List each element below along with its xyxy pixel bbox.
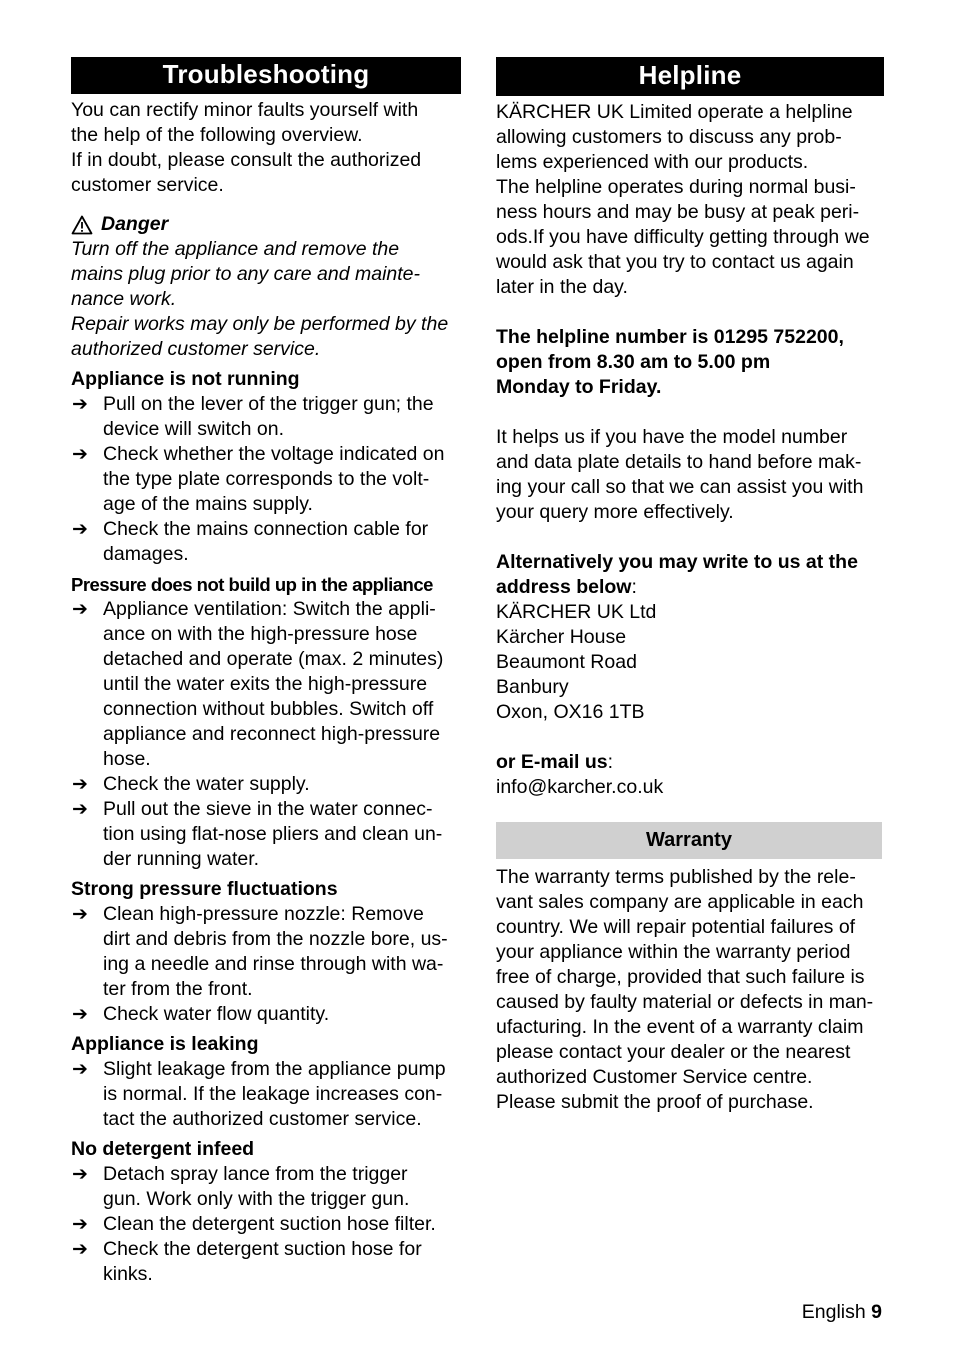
danger-notice [71, 212, 461, 362]
list-item [71, 517, 461, 567]
item-line: is normal. If the leakage increases con- [103, 1083, 443, 1105]
item-line: Pull on the lever of the trigger gun; the [103, 393, 434, 415]
section-list [71, 1057, 461, 1132]
intro-line: You can rectify minor faults yourself with [71, 99, 419, 121]
arrow-right-icon: ➔ [72, 774, 88, 795]
item-line: Slight leakage from the appliance pump [103, 1058, 446, 1080]
warranty-line: vant sales company are applicable in each [496, 891, 864, 913]
item-line: Appliance ventilation: Switch the appli- [103, 598, 436, 620]
section-heading: Appliance is not running [71, 368, 300, 390]
colon: : [631, 576, 637, 598]
arrow-right-icon: ➔ [72, 599, 88, 620]
warranty-line: your appliance within the warranty period [496, 941, 851, 963]
list-item [71, 1212, 461, 1237]
item-line: the type plate corresponds to the volt- [103, 468, 430, 490]
danger-line: Repair works may only be performed by the [71, 313, 449, 335]
section-list [71, 902, 461, 1027]
model-note-line: and data plate details to hand before mak- [496, 451, 862, 473]
arrow-right-icon: ➔ [72, 394, 88, 415]
list-item [71, 1002, 461, 1027]
arrow-right-icon: ➔ [72, 799, 88, 820]
helpline-number-block [496, 325, 884, 400]
troubleshooting-intro [71, 98, 461, 198]
item-line: hose. [103, 748, 151, 770]
item-line: kinks. [103, 1263, 153, 1285]
list-item [71, 1162, 461, 1212]
helpline-number-line: open from 8.30 am to 5.00 pm [496, 351, 771, 373]
item-line: Check the detergent suction hose for [103, 1238, 422, 1260]
intro-line: customer service. [71, 174, 224, 196]
item-line: Check water flow quantity. [103, 1003, 330, 1025]
item-line: Check the mains connection cable for [103, 518, 429, 540]
item-line: Check the water supply. [103, 773, 310, 795]
write-heading-2: address below [496, 576, 632, 598]
item-line: dirt and debris from the nozzle bore, us- [103, 928, 448, 950]
postal-address-block [496, 550, 884, 725]
item-line: Check whether the voltage indicated on [103, 443, 445, 465]
item-line: damages. [103, 543, 189, 565]
arrow-right-icon: ➔ [72, 1164, 88, 1185]
helpline-line: allowing customers to discuss any prob- [496, 126, 842, 148]
warranty-title: Warranty [496, 822, 882, 859]
model-note-line: It helps us if you have the model number [496, 426, 848, 448]
address-line: Kärcher House [496, 626, 627, 648]
colon: : [607, 751, 614, 773]
helpline-line: later in the day. [496, 276, 628, 298]
list-item [71, 797, 461, 872]
danger-line: mains plug prior to any care and mainte- [71, 263, 421, 285]
helpline-line: The helpline operates during normal busi- [496, 176, 856, 198]
item-line: device will switch on. [103, 418, 284, 440]
helpline-line: ness hours and may be busy at peak peri- [496, 201, 860, 223]
helpline-intro [496, 100, 884, 300]
warranty-line: country. We will repair potential failures of [496, 916, 856, 938]
item-line: gun. Work only with the trigger gun. [103, 1188, 410, 1210]
item-line: Detach spray lance from the trigger [103, 1163, 408, 1185]
warning-triangle-icon [71, 215, 93, 235]
address-line: KÄRCHER UK Ltd [496, 601, 657, 623]
email-block [496, 750, 884, 800]
item-line: ance on with the high-pressure hose [103, 623, 418, 645]
arrow-right-icon: ➔ [72, 1004, 88, 1025]
arrow-right-icon: ➔ [72, 1214, 88, 1235]
item-line: age of the mains supply. [103, 493, 313, 515]
helpline-column [496, 57, 884, 1115]
section-list [71, 597, 461, 872]
page-number: 9 [871, 1301, 882, 1323]
warranty-line: The warranty terms published by the rele- [496, 866, 856, 888]
arrow-right-icon: ➔ [72, 1239, 88, 1260]
section-list [71, 392, 461, 567]
intro-line: the help of the following overview. [71, 124, 363, 146]
list-item [71, 392, 461, 442]
troubleshooting-column [71, 57, 461, 1287]
item-line: Clean high-pressure nozzle: Remove [103, 903, 424, 925]
helpline-line: would ask that you try to contact us again [496, 251, 854, 273]
item-line: appliance and reconnect high-pressure [103, 723, 441, 745]
section-heading: No detergent infeed [71, 1138, 255, 1160]
arrow-right-icon: ➔ [72, 444, 88, 465]
warranty-line: free of charge, provided that such failure is [496, 966, 865, 988]
section-heading: Strong pressure fluctuations [71, 878, 338, 900]
danger-line: authorized customer service. [71, 338, 321, 360]
list-item [71, 772, 461, 797]
item-line: ing a needle and rinse through with wa- [103, 953, 444, 975]
arrow-right-icon: ➔ [72, 904, 88, 925]
item-line: Pull out the sieve in the water connec- [103, 798, 433, 820]
footer-language: English [801, 1301, 866, 1323]
list-item [71, 442, 461, 517]
warranty-line: caused by faulty material or defects in man- [496, 991, 874, 1013]
list-item [71, 902, 461, 1002]
list-item [71, 597, 461, 772]
write-heading: Alternatively you may write to us at the [496, 551, 858, 573]
address-line: Beaumont Road [496, 651, 637, 673]
item-line: tion using flat-nose pliers and clean un- [103, 823, 443, 845]
intro-line: If in doubt, please consult the authorized [71, 149, 422, 171]
item-line: detached and operate (max. 2 minutes) [103, 648, 444, 670]
helpline-line: ods.If you have difficulty getting through we [496, 226, 870, 248]
address-line: Banbury [496, 676, 569, 698]
section-list [71, 1162, 461, 1287]
item-line: connection without bubbles. Switch off [103, 698, 434, 720]
danger-line: Turn off the appliance and remove the [71, 238, 400, 260]
helpline-line: lems experienced with our products. [496, 151, 809, 173]
item-line: Clean the detergent suction hose filter. [103, 1213, 436, 1235]
address-line: Oxon, OX16 1TB [496, 701, 645, 723]
list-item [71, 1057, 461, 1132]
helpline-title: Helpline [496, 57, 884, 96]
model-note-line: your query more effectively. [496, 501, 734, 523]
item-line: der running water. [103, 848, 260, 870]
page-footer [802, 1300, 882, 1325]
section-heading: Appliance is leaking [71, 1033, 259, 1055]
helpline-line: KÄRCHER UK Limited operate a helpline [496, 101, 853, 123]
list-item [71, 1237, 461, 1287]
section-heading: Pressure does not build up in the appliance [71, 574, 433, 595]
danger-line: nance work. [71, 288, 177, 310]
warranty-line: ufacturing. In the event of a warranty claim [496, 1016, 864, 1038]
item-line: tact the authorized customer service. [103, 1108, 422, 1130]
warranty-line: Please submit the proof of purchase. [496, 1091, 814, 1113]
warranty-text [496, 865, 884, 1115]
model-note-line: ing your call so that we can assist you with [496, 476, 864, 498]
troubleshooting-title: Troubleshooting [71, 57, 461, 94]
warranty-line: please contact your dealer or the nearest [496, 1041, 851, 1063]
email-heading: or E-mail us [496, 751, 608, 773]
danger-label: Danger [101, 213, 169, 235]
helpline-number-line: Monday to Friday. [496, 376, 662, 398]
warranty-line: authorized Customer Service centre. [496, 1066, 813, 1088]
arrow-right-icon: ➔ [72, 1059, 88, 1080]
email-address[interactable]: info@karcher.co.uk [496, 776, 664, 798]
arrow-right-icon: ➔ [72, 519, 88, 540]
helpline-number-line: The helpline number is 01295 752200, [496, 326, 844, 348]
item-line: until the water exits the high-pressure [103, 673, 428, 695]
item-line: ter from the front. [103, 978, 253, 1000]
model-note [496, 425, 884, 525]
